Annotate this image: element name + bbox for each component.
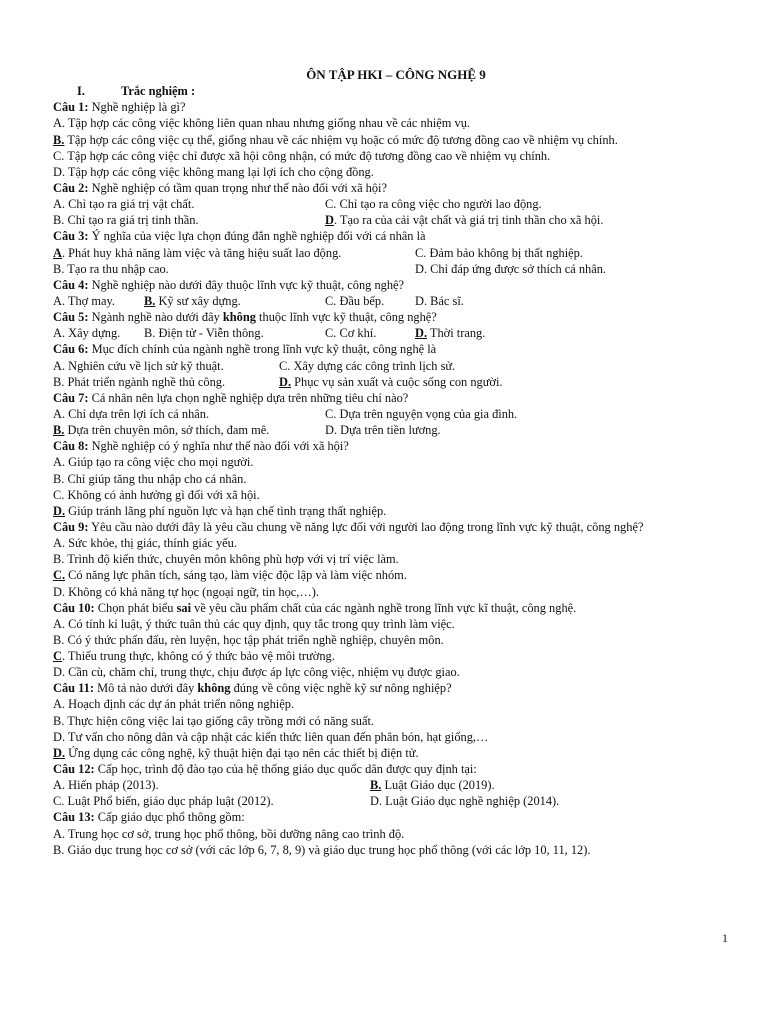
answer-row	[53, 325, 723, 341]
option-letter: B.	[53, 632, 65, 647]
option-text: Điện tử - Viễn thông.	[155, 326, 264, 341]
answer-row	[53, 132, 723, 148]
answer-option	[53, 664, 460, 680]
option-text: Xây dựng các công trình lịch sử.	[290, 358, 456, 373]
option-text: Cơ khí.	[336, 326, 377, 341]
question-8	[53, 438, 723, 454]
answer-row	[53, 535, 723, 551]
option-text: Thực hiện công việc lai tạo giống cây trồng mới có năng suất.	[64, 713, 375, 728]
option-letter: D.	[370, 794, 383, 809]
option-letter: D.	[415, 261, 428, 276]
question-emphasis: sai	[176, 600, 192, 615]
option-text: Phục vụ sản xuất và cuộc sống con người.	[291, 374, 503, 389]
answer-option	[53, 826, 404, 842]
answer-option	[53, 115, 470, 131]
answer-option	[53, 325, 144, 341]
answer-row	[53, 212, 723, 228]
option-text: Luật Giáo dục (2019).	[381, 778, 495, 793]
answer-row	[53, 358, 723, 374]
option-letter: A.	[53, 358, 66, 373]
answer-option	[53, 471, 246, 487]
option-text: Ứng dụng các công nghệ, kỹ thuật hiện đại tạo nên các thiết bị điện tử.	[65, 745, 419, 760]
option-letter: A.	[53, 536, 66, 551]
option-text: Chỉ tạo ra giá trị vật chất.	[65, 197, 195, 212]
option-letter: B.	[53, 132, 65, 147]
answer-option-correct	[279, 374, 503, 390]
answer-option	[53, 454, 253, 470]
option-letter: D.	[53, 745, 66, 760]
answer-row	[53, 584, 723, 600]
option-text: Dựa trên nguyện vọng của gia đình.	[336, 406, 518, 421]
answer-option	[415, 245, 583, 261]
question-11	[53, 680, 723, 696]
option-text: Thợ may.	[65, 293, 115, 308]
answer-option	[279, 358, 455, 374]
answer-row	[53, 696, 723, 712]
answer-option	[53, 729, 488, 745]
question-label: Câu 9:	[53, 519, 89, 534]
answer-option	[325, 293, 415, 309]
question-3	[53, 228, 723, 244]
option-text: Chỉ đáp ứng được sở thích cá nhân.	[427, 261, 607, 276]
answer-option	[53, 842, 590, 858]
option-letter: B.	[144, 293, 156, 308]
option-text: Có ý thức phấn đấu, rèn luyện, học tập phát triển nghề nghiệp, chuyên môn.	[64, 632, 444, 647]
option-letter: D.	[53, 665, 66, 680]
answer-row	[53, 551, 723, 567]
option-letter: D.	[279, 374, 292, 389]
answer-option	[325, 422, 441, 438]
question-10	[53, 600, 723, 616]
answer-row	[53, 406, 723, 422]
question-5	[53, 309, 723, 325]
option-text: Sức khỏe, thị giác, thính giác yếu.	[65, 536, 237, 551]
option-letter: D.	[53, 503, 66, 518]
option-letter: C.	[53, 568, 66, 583]
answer-option-correct	[53, 745, 419, 761]
answer-row	[53, 196, 723, 212]
question-label: Câu 4:	[53, 277, 89, 292]
option-letter: D.	[415, 326, 428, 341]
option-text: Trung học cơ sở, trung học phổ thông, bồi dưỡng nâng cao trình độ.	[65, 826, 405, 841]
option-text: Luật Giáo dục nghề nghiệp (2014).	[382, 794, 560, 809]
option-text: Luật Phổ biến, giáo dục pháp luật (2012).	[64, 794, 274, 809]
question-12	[53, 761, 723, 777]
question-label: Câu 5:	[53, 310, 89, 325]
answer-option	[53, 551, 399, 567]
question-label: Câu 2:	[53, 180, 89, 195]
question-text: Cấp giáo dục phổ thông gồm:	[94, 810, 245, 825]
option-letter: A.	[53, 455, 66, 470]
section-heading	[53, 83, 723, 99]
document-title: ÔN TẬP HKI – CÔNG NGHỆ 9	[306, 67, 486, 82]
answer-option-correct	[53, 245, 415, 261]
option-letter: D.	[53, 164, 66, 179]
option-text: Tập hợp các công việc không mang lại lợi ích cho cộng đồng.	[65, 164, 374, 179]
answer-option-correct	[53, 567, 407, 583]
question-4	[53, 277, 723, 293]
option-letter: C.	[415, 245, 427, 260]
answer-option	[53, 793, 370, 809]
answer-option	[53, 212, 325, 228]
answer-option	[53, 616, 455, 632]
question-7	[53, 390, 723, 406]
option-letter: B.	[53, 423, 65, 438]
question-text: Mô tả nào dưới đây	[93, 681, 198, 696]
question-label: Câu 11:	[53, 681, 94, 696]
question-text: Cá nhân nên lựa chọn nghề nghiệp dựa trên những tiêu chí nào?	[88, 390, 409, 405]
option-text: Hiến pháp (2013).	[65, 778, 159, 793]
answer-row	[53, 422, 723, 438]
option-text: Hoạch định các dự án phát triển nông nghiệp.	[65, 697, 295, 712]
answer-row	[53, 115, 723, 131]
option-text: . Phát huy khả năng làm việc và tăng hiệu suất lao động.	[61, 245, 342, 260]
question-emphasis: không	[197, 681, 231, 696]
answer-option	[53, 487, 260, 503]
answer-row	[53, 777, 723, 793]
answer-option	[53, 261, 415, 277]
option-letter: B.	[53, 842, 65, 857]
answer-row	[53, 245, 723, 261]
answer-option-correct	[144, 293, 325, 309]
option-letter: D.	[53, 729, 66, 744]
page-number: 1	[722, 931, 728, 945]
question-1	[53, 99, 723, 115]
option-letter: A	[53, 245, 62, 260]
answer-option	[53, 164, 374, 180]
answer-row	[53, 471, 723, 487]
answer-option	[325, 196, 542, 212]
option-letter: B.	[53, 213, 65, 228]
answer-row	[53, 632, 723, 648]
question-text: Chọn phát biểu	[94, 600, 177, 615]
answer-row	[53, 745, 723, 761]
answer-option	[53, 535, 237, 551]
question-label: Câu 13:	[53, 810, 95, 825]
question-label: Câu 12:	[53, 762, 95, 777]
option-text: Bác sĩ.	[427, 293, 464, 308]
option-letter: C	[53, 649, 62, 664]
answer-option	[370, 793, 559, 809]
option-letter: C.	[279, 358, 291, 373]
answer-row	[53, 503, 723, 519]
answer-option-correct	[415, 325, 485, 341]
answer-option-correct	[53, 648, 335, 664]
question-text: Ngành nghề nào dưới đây	[88, 310, 223, 325]
question-label: Câu 7:	[53, 390, 89, 405]
answer-row	[53, 729, 723, 745]
option-text: Tạo ra thu nhập cao.	[64, 261, 169, 276]
option-letter: B.	[53, 471, 65, 486]
option-letter: B.	[53, 552, 65, 567]
question-text: đúng về công việc nghề kỹ sư nông nghiệp?	[230, 681, 452, 696]
option-letter: B.	[53, 261, 65, 276]
answer-row	[53, 454, 723, 470]
option-letter: D	[325, 213, 334, 228]
option-text: Chỉ dựa trên lợi ích cá nhân.	[65, 406, 210, 421]
answer-option	[53, 406, 325, 422]
question-text: Ý nghĩa của việc lựa chọn đúng đắn nghề nghiệp đối với cá nhân là	[88, 229, 426, 244]
option-letter: C.	[325, 326, 337, 341]
answer-option	[325, 406, 517, 422]
option-letter: C.	[53, 794, 65, 809]
option-text: Phát triển ngành nghề thủ công.	[64, 374, 226, 389]
answer-option	[53, 293, 144, 309]
answer-option-correct	[325, 212, 603, 228]
option-text: Tập hợp các công việc chỉ được xã hội công nhận, có mức độ tương đồng cao về nhiệm vụ chính.	[64, 148, 551, 163]
option-text: Chỉ tạo ra công việc cho người lao động.	[336, 197, 542, 212]
option-text: Kỹ sư xây dựng.	[155, 293, 241, 308]
answer-option	[53, 696, 294, 712]
answer-option	[53, 632, 444, 648]
answer-option	[415, 261, 606, 277]
question-text: Yêu cầu nào dưới đây là yêu cầu chung về năng lực đối với người lao động trong lĩnh vực kỹ thuật, công nghệ?	[88, 519, 644, 534]
question-emphasis: không	[222, 310, 256, 325]
question-text: Nghề nghiệp có ý nghĩa như thế nào đối với xã hội?	[88, 439, 349, 454]
question-text: về yêu cầu phẩm chất của các ngành nghề trong lĩnh vực kĩ thuật, công nghệ.	[191, 600, 577, 615]
answer-option	[53, 374, 279, 390]
answer-option-correct	[53, 132, 618, 148]
question-text: Nghề nghiệp có tầm quan trọng như thế nào đối với xã hội?	[88, 180, 387, 195]
answer-row	[53, 487, 723, 503]
option-text: . Thiếu trung thực, không có ý thức bảo vệ môi trường.	[61, 649, 335, 664]
answer-option	[53, 584, 319, 600]
option-text: Không có ảnh hưởng gì đối với xã hội.	[64, 487, 260, 502]
option-letter: B.	[370, 778, 382, 793]
option-letter: D.	[53, 584, 66, 599]
question-label: Câu 1:	[53, 100, 89, 115]
answer-option	[53, 777, 370, 793]
section-label: Trắc nghiệm :	[121, 84, 196, 99]
option-text: Đảm bảo không bị thất nghiệp.	[426, 245, 583, 260]
option-letter: B.	[144, 326, 156, 341]
answer-option	[53, 713, 374, 729]
option-letter: B.	[53, 713, 65, 728]
option-text: Tập hợp các công việc không liên quan nhau nhưng giống nhau về các nhiệm vụ.	[65, 116, 470, 131]
option-letter: C.	[325, 406, 337, 421]
option-text: Có tính kỉ luật, ý thức tuân thủ các quy định, quy tắc trong quy trình làm việc.	[65, 616, 455, 631]
answer-row	[53, 842, 723, 858]
option-letter: C.	[325, 197, 337, 212]
option-text: Chỉ tạo ra giá trị tinh thần.	[64, 213, 199, 228]
answer-option	[53, 196, 325, 212]
question-label: Câu 8:	[53, 439, 89, 454]
answer-row	[53, 793, 723, 809]
answer-row	[53, 713, 723, 729]
question-13	[53, 809, 723, 825]
question-9	[53, 519, 723, 535]
question-text: Cấp học, trình độ đào tạo của hệ thống giáo dục quốc dân được quy định tại:	[94, 762, 477, 777]
option-text: Trình độ kiến thức, chuyên môn không phù hợp với vị trí việc làm.	[64, 552, 399, 567]
question-6	[53, 341, 723, 357]
option-letter: D.	[415, 293, 428, 308]
option-text: Không có khả năng tự học (ngoại ngữ, tin học,…).	[65, 584, 320, 599]
option-letter: B.	[53, 374, 65, 389]
answer-option-correct	[53, 503, 386, 519]
option-text: Tập hợp các công việc cụ thể, giống nhau về các nhiệm vụ hoặc có mức độ tương đồng cao về nhiệm vụ chính.	[64, 132, 618, 147]
option-letter: A.	[53, 406, 66, 421]
answer-row	[53, 616, 723, 632]
option-text: Chỉ giúp tăng thu nhập cho cá nhân.	[64, 471, 247, 486]
answer-option-correct	[53, 422, 325, 438]
option-text: Dựa trên chuyên môn, sở thích, đam mê.	[64, 423, 270, 438]
option-letter: A.	[53, 697, 66, 712]
option-letter: C.	[325, 293, 337, 308]
option-letter: C.	[53, 487, 65, 502]
document-content	[53, 67, 723, 858]
answer-row	[53, 148, 723, 164]
option-letter: C.	[53, 148, 65, 163]
question-text: Nghề nghiệp nào dưới đây thuộc lĩnh vực kỹ thuật, công nghệ?	[88, 277, 405, 292]
question-text: Mục đích chính của ngành nghề trong lĩnh vực kỹ thuật, công nghệ là	[88, 342, 437, 357]
option-text: Giúp tạo ra công việc cho mọi người.	[65, 455, 254, 470]
option-letter: A.	[53, 616, 66, 631]
question-2	[53, 180, 723, 196]
answer-row	[53, 164, 723, 180]
answer-row	[53, 374, 723, 390]
answer-option	[144, 325, 325, 341]
section-number: I.	[77, 84, 85, 99]
option-text: Nghiên cứu về lịch sử kỹ thuật.	[65, 358, 224, 373]
option-letter: A.	[53, 826, 66, 841]
option-text: Thời trang.	[427, 326, 486, 341]
option-text: Cần cù, chăm chỉ, trung thực, chịu được áp lực công việc, nhiệm vụ được giao.	[65, 665, 460, 680]
answer-row	[53, 648, 723, 664]
answer-option	[53, 358, 279, 374]
question-label: Câu 6:	[53, 342, 89, 357]
option-text: Tư vấn cho nông dân và cập nhật các kiến thức liên quan đến phân bón, hạt giống,…	[65, 729, 489, 744]
answer-row	[53, 261, 723, 277]
question-label: Câu 10:	[53, 600, 95, 615]
answer-option	[415, 293, 464, 309]
option-letter: A.	[53, 778, 66, 793]
option-text: Xây dựng.	[65, 326, 121, 341]
option-text: . Tạo ra của cải vật chất và giá trị tinh thần cho xã hội.	[333, 213, 604, 228]
question-list	[53, 99, 723, 858]
option-letter: D.	[325, 423, 338, 438]
answer-option	[53, 148, 550, 164]
option-text: Giáo dục trung học cơ sở (với các lớp 6, 7, 8, 9) và giáo dục trung học phổ thông (với các lớp 10, 11, 12).	[64, 842, 591, 857]
answer-row	[53, 664, 723, 680]
option-text: Đầu bếp.	[336, 293, 385, 308]
option-letter: A.	[53, 326, 66, 341]
option-text: Dựa trên tiền lương.	[337, 423, 441, 438]
option-letter: A.	[53, 197, 66, 212]
option-text: Có năng lực phân tích, sáng tạo, làm việc độc lập và làm việc nhóm.	[65, 568, 407, 583]
option-letter: A.	[53, 293, 66, 308]
answer-row	[53, 826, 723, 842]
option-text: Giúp tránh lãng phí nguồn lực và hạn chế tình trạng thất nghiệp.	[65, 503, 387, 518]
answer-option	[325, 325, 415, 341]
question-text: Nghề nghiệp là gì?	[88, 100, 186, 115]
option-letter: A.	[53, 116, 66, 131]
answer-row	[53, 567, 723, 583]
answer-row	[53, 293, 723, 309]
question-text: thuộc lĩnh vực kỹ thuật, công nghệ?	[255, 310, 437, 325]
question-label: Câu 3:	[53, 229, 89, 244]
answer-option-correct	[370, 777, 495, 793]
